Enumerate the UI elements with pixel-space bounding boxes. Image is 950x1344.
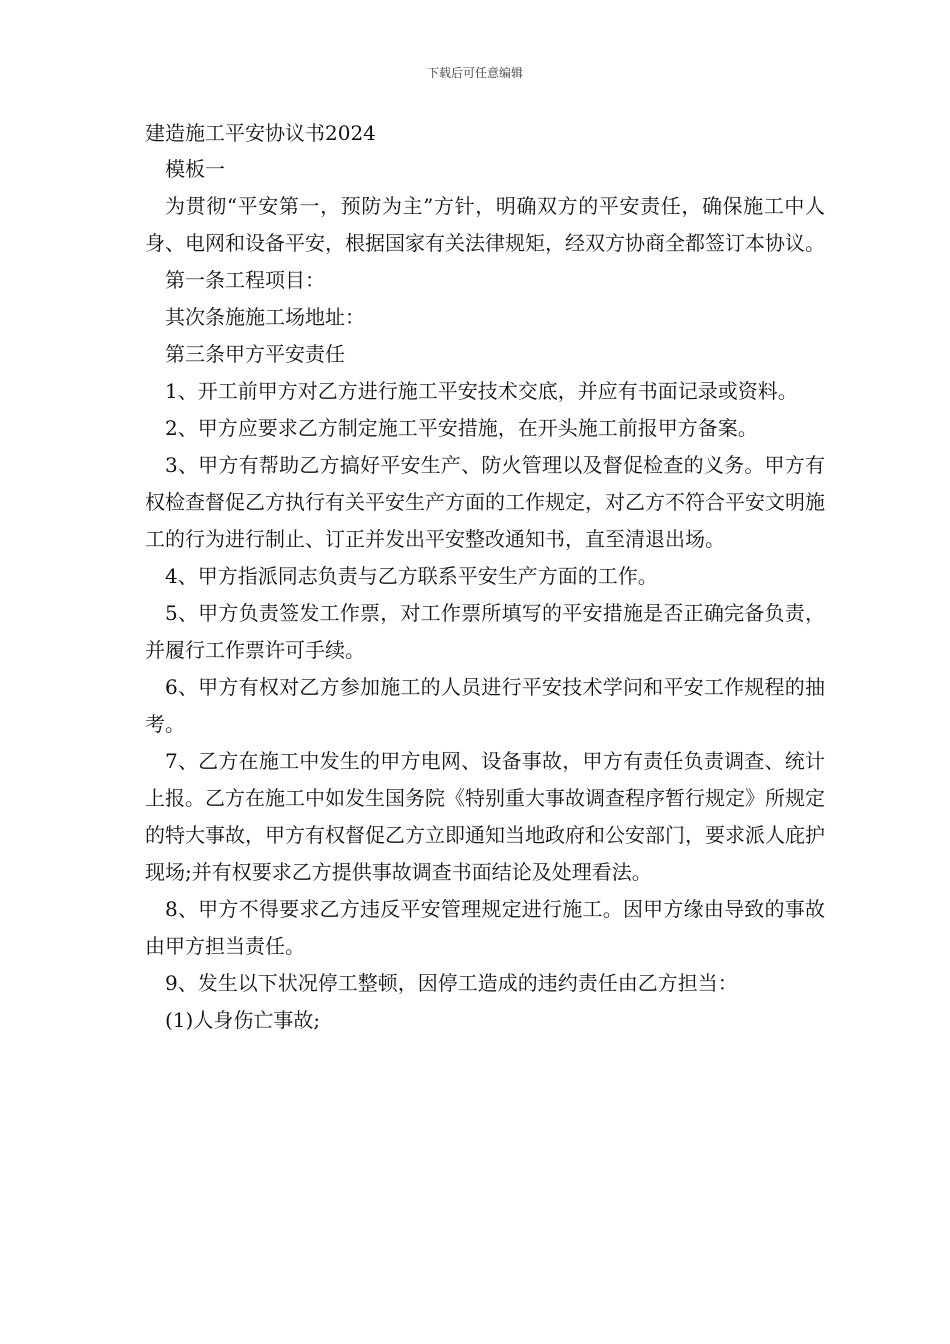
paragraph: 4、甲方指派同志负责与乙方联系平安生产方面的工作。 <box>165 564 658 588</box>
paragraph: 3、甲方有帮助乙方搞好平安生产、防火管理以及督促检查的义务。甲方有权检查督促乙方执行有关平安生产方面的工作规定，对乙方不符合平安文明施工的行为进行制止、订正并发出平安整改通知书，直至清退出场。 <box>145 453 825 551</box>
paragraph: 为贯彻“平安第一，预防为主”方针，明确双方的平安责任，确保施工中人身、电网和设备平安，根据国家有关法律规矩，经双方协商全都签订本协议。 <box>145 194 825 255</box>
paragraph: (1)人身伤亡事故; <box>165 1008 321 1032</box>
paragraph: 第一条工程项目： <box>165 268 325 292</box>
paragraph: 6、甲方有权对乙方参加施工的人员进行平安技术学问和平安工作规程的抽考。 <box>145 675 825 736</box>
paragraph: 模板一 <box>165 157 225 181</box>
paragraph: 2、甲方应要求乙方制定施工平安措施，在开头施工前报甲方备案。 <box>165 416 758 440</box>
paragraph: 5、甲方负责签发工作票，对工作票所填写的平安措施是否正确完备负责，并履行工作票许可手续。 <box>145 601 825 662</box>
paragraph: 7、乙方在施工中发生的甲方电网、设备事故，甲方有责任负责调查、统计上报。乙方在施工中如发生国务院《特别重大事故调查程序暂行规定》所规定的特大事故，甲方有权督促乙方立即通知当地政府和公安部门，要求派人庇护现场;并有权要求乙方提供事故调查书面结论及处理看法。 <box>145 749 825 884</box>
paragraph: 其次条施施工场地址： <box>165 305 365 329</box>
paragraph: 1、开工前甲方对乙方进行施工平安技术交底，并应有书面记录或资料。 <box>165 379 798 403</box>
header-note: 下载后可任意编辑 <box>426 66 523 80</box>
document-body <box>145 115 825 1039</box>
document-title: 建造施工平安协议书2024 <box>145 121 376 145</box>
paragraph: 9、发生以下状况停工整顿，因停工造成的违约责任由乙方担当： <box>165 971 738 995</box>
paragraph: 第三条甲方平安责任 <box>165 342 345 366</box>
paragraph: 8、甲方不得要求乙方违反平安管理规定进行施工。因甲方缘由导致的事故由甲方担当责任。 <box>145 897 825 958</box>
